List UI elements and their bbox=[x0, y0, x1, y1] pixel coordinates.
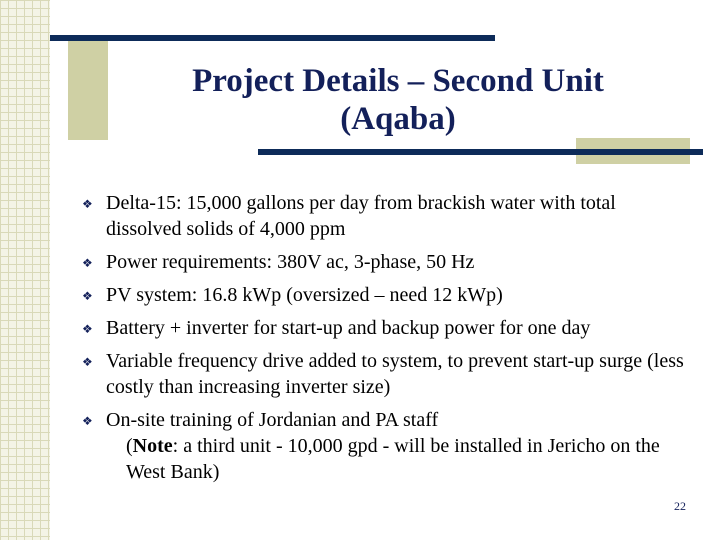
list-item bbox=[80, 282, 695, 308]
decorative-accent-block bbox=[68, 36, 108, 140]
note-open-paren: ( bbox=[126, 435, 133, 457]
bullet-text: PV system: 16.8 kWp (oversized – need 12 kWp) bbox=[106, 284, 503, 306]
note-body: : a third unit - 10,000 gpd - will be installed in Jericho on the West Bank) bbox=[126, 435, 660, 483]
bullet-text: On-site training of Jordanian and PA staff bbox=[106, 409, 439, 431]
title-rule-bottom bbox=[258, 149, 703, 155]
diamond-bullet-icon: ❖ bbox=[82, 322, 93, 336]
diamond-bullet-icon: ❖ bbox=[82, 256, 93, 270]
bullet-text: Power requirements: 380V ac, 3-phase, 50 Hz bbox=[106, 251, 475, 273]
diamond-bullet-icon: ❖ bbox=[82, 197, 93, 211]
bullet-text: Variable frequency drive added to system, to prevent start-up surge (less costly than increasing inverter size) bbox=[106, 350, 684, 398]
list-item bbox=[80, 190, 695, 242]
slide-title-line2: (Aqaba) bbox=[340, 101, 456, 137]
note-label: Note bbox=[132, 435, 173, 457]
diamond-bullet-icon: ❖ bbox=[82, 289, 93, 303]
page-number: 22 bbox=[674, 499, 686, 513]
list-item bbox=[80, 315, 695, 341]
list-item bbox=[80, 348, 695, 400]
slide-title-line1: Project Details – Second Unit bbox=[192, 63, 604, 99]
diamond-bullet-icon: ❖ bbox=[82, 414, 93, 428]
decorative-grid-strip bbox=[0, 0, 50, 540]
list-item bbox=[80, 407, 695, 485]
slide-title bbox=[108, 62, 688, 138]
title-rule-top bbox=[50, 35, 495, 41]
list-item bbox=[80, 249, 695, 275]
bullet-text: Delta-15: 15,000 gallons per day from brackish water with total dissolved solids of 4,000 ppm bbox=[106, 192, 616, 240]
diamond-bullet-icon: ❖ bbox=[82, 355, 93, 369]
bullet-list bbox=[80, 190, 695, 492]
note-text bbox=[106, 433, 695, 485]
bullet-text: Battery + inverter for start-up and backup power for one day bbox=[106, 317, 591, 339]
